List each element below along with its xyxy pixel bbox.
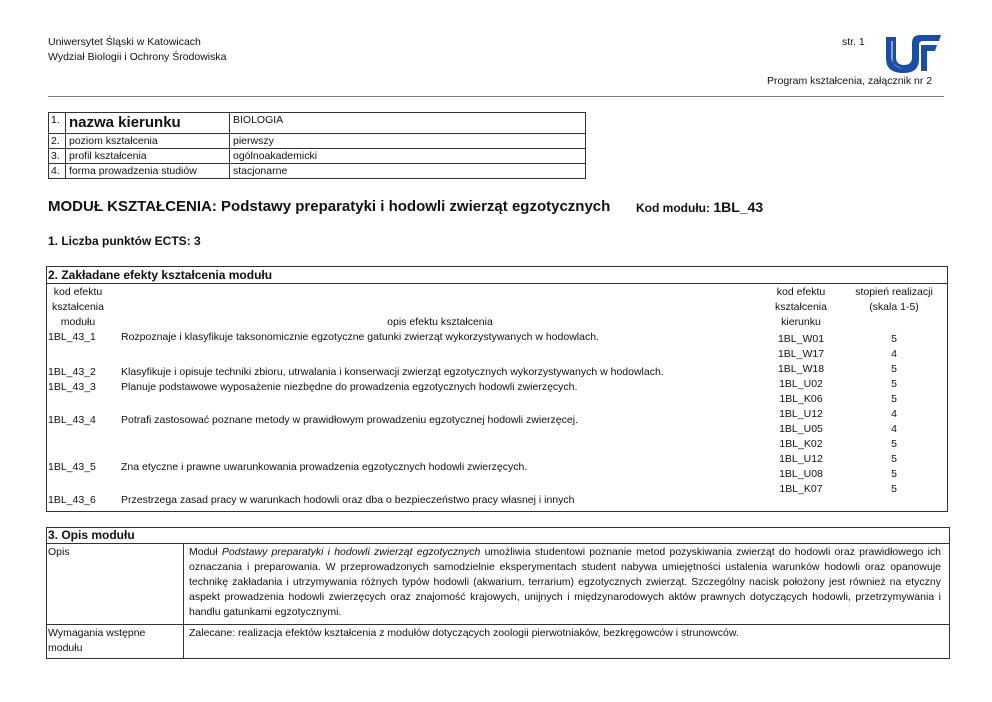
effect-description: Planuje podstawowe wyposażenie niezbędne do prowadzenia egzotycznych hodowli zwierzęcych. — [121, 381, 578, 393]
module-title: MODUŁ KSZTAŁCENIA: Podstawy preparatyki i hodowli zwierząt egzotycznych — [48, 198, 611, 215]
info-row — [49, 164, 586, 179]
program-info-table — [48, 112, 586, 179]
description-title-divider — [46, 543, 949, 544]
direction-code: 1BL_K07 — [779, 483, 823, 495]
description-column-divider — [183, 543, 184, 658]
direction-code: 1BL_K06 — [779, 393, 823, 405]
program-annex: Program kształcenia, załącznik nr 2 — [767, 75, 933, 87]
direction-code: 1BL_U02 — [779, 378, 823, 390]
effect-code: 1BL_43_6 — [48, 494, 96, 506]
col-header-line: kształcenia — [775, 301, 827, 313]
module-code — [636, 199, 763, 215]
level-value: 5 — [891, 438, 897, 450]
description-title: 3. Opis modułu — [48, 528, 135, 542]
direction-code: 1BL_U12 — [779, 453, 823, 465]
effect-description: Klasyfikuje i opisuje techniki zbioru, utrwalania i konserwacji zwierząt egzotycznych wykorzystywanych w hodowlach. — [121, 366, 664, 378]
module-code-label: Kod modułu: — [636, 201, 710, 215]
direction-code: 1BL_K02 — [779, 438, 823, 450]
col-header-module-code — [48, 285, 108, 330]
direction-code: 1BL_W01 — [777, 333, 825, 345]
col-header-line: kod efektu — [53, 286, 103, 298]
university-name: Uniwersytet Śląski w Katowicach — [48, 36, 201, 48]
page-number: str. 1 — [842, 36, 865, 48]
info-value: BIOLOGIA — [230, 113, 586, 134]
module-code-value: 1BL_43 — [713, 199, 764, 215]
col-header-line: stopień realizacji — [855, 286, 933, 298]
level-list — [842, 332, 946, 497]
direction-code: 1BL_W18 — [777, 363, 825, 375]
effect-code: 1BL_43_1 — [48, 331, 96, 343]
info-num: 1. — [49, 113, 66, 134]
level-value: 4 — [891, 423, 897, 435]
effects-title: 2. Zakładane efekty kształcenia modułu — [48, 268, 273, 282]
info-value: ogólnoakademicki — [230, 149, 586, 164]
requirements-label — [48, 626, 145, 656]
effects-title-divider — [46, 283, 947, 284]
direction-code: 1BL_U12 — [779, 408, 823, 420]
level-value: 5 — [891, 363, 897, 375]
info-value: pierwszy — [230, 134, 586, 149]
header-divider — [48, 96, 944, 97]
level-value: 5 — [891, 468, 897, 480]
level-value: 5 — [891, 393, 897, 405]
level-value: 5 — [891, 483, 897, 495]
direction-code: 1BL_U08 — [779, 468, 823, 480]
col-header-line: kod efektu — [776, 286, 826, 298]
requirements-text: Zalecane: realizacja efektów kształcenia z modułów dotyczących zoologii pierwotniaków, bezkręgowców i strunowców. — [189, 627, 739, 639]
effect-code: 1BL_43_5 — [48, 461, 96, 473]
info-row — [49, 113, 586, 134]
ects-points: 1. Liczba punktów ECTS: 3 — [48, 234, 201, 248]
effect-description: Przestrzega zasad pracy w warunkach hodowli oraz dba o bezpieczeństwo pracy własnej i innych — [121, 494, 575, 506]
col-header-line: kierunku — [781, 316, 821, 328]
description-row-divider — [46, 624, 949, 625]
direction-code-list — [766, 332, 836, 497]
opis-module-name: Podstawy preparatyki i hodowli zwierząt egzotycznych — [221, 546, 481, 558]
effect-code: 1BL_43_2 — [48, 366, 96, 378]
level-value: 5 — [891, 453, 897, 465]
requirements-label-line: Wymagania wstępne — [48, 627, 146, 639]
col-header-line: (skala 1-5) — [869, 301, 919, 313]
info-label: nazwa kierunku — [66, 113, 230, 134]
info-num: 3. — [49, 149, 66, 164]
level-value: 4 — [891, 408, 897, 420]
level-value: 4 — [891, 348, 897, 360]
direction-code: 1BL_W17 — [777, 348, 825, 360]
opis-intro: Moduł — [189, 546, 222, 558]
info-num: 4. — [49, 164, 66, 179]
opis-label: Opis — [48, 546, 70, 558]
level-value: 5 — [891, 333, 897, 345]
col-header-description: opis efektu kształcenia — [387, 316, 493, 328]
effect-description: Zna etyczne i prawne uwarunkowania prowadzenia egzotycznych hodowli zwierzęcych. — [121, 461, 528, 473]
university-logo — [883, 31, 943, 75]
effect-description: Potrafi zastosować poznane metody w prawidłowym prowadzeniu egzotycznej hodowli zwierzęcej. — [121, 414, 578, 426]
info-label: profil kształcenia — [66, 149, 230, 164]
info-row — [49, 149, 586, 164]
opis-text — [189, 545, 941, 620]
effect-code: 1BL_43_3 — [48, 381, 96, 393]
col-header-direction-code — [766, 285, 836, 330]
info-row — [49, 134, 586, 149]
opis-body: umożliwia studentowi poznanie metod pozyskiwania zwierząt do hodowli oraz prawidłowego ich oznaczania i preparowania. W przeprowadzonych samodzielnie eksperymentach student nabywa umiejętności ustalenia warunków hodowli oraz opanowuje technikę zakładania i utrzymywania różnych typów hodowli (akwarium, terrarium) egzotycznych zwierząt. Szczególny nacisk położony jest również na etyczny aspekt prowadzenia hodowli zwierzęcych oraz znajomość krajowych, unijnych i międzynarodowych aktów prawnych dotyczących hodowli, przetrzymywania i handlu gatunkami egzotycznymi. — [189, 546, 941, 618]
requirements-label-line: modułu — [48, 642, 83, 654]
info-value: stacjonarne — [230, 164, 586, 179]
info-label: forma prowadzenia studiów — [66, 164, 230, 179]
level-value: 5 — [891, 378, 897, 390]
direction-code: 1BL_U05 — [779, 423, 823, 435]
col-header-line: modułu — [60, 316, 96, 328]
col-header-line: kształcenia — [52, 301, 104, 313]
col-header-level — [842, 285, 946, 315]
effect-code: 1BL_43_4 — [48, 414, 96, 426]
info-num: 2. — [49, 134, 66, 149]
info-label: poziom kształcenia — [66, 134, 230, 149]
faculty-name: Wydział Biologii i Ochrony Środowiska — [48, 51, 227, 63]
effect-description: Rozpoznaje i klasyfikuje taksonomicznie egzotyczne gatunki zwierząt wykorzystywanych w hodowlach. — [121, 331, 599, 343]
